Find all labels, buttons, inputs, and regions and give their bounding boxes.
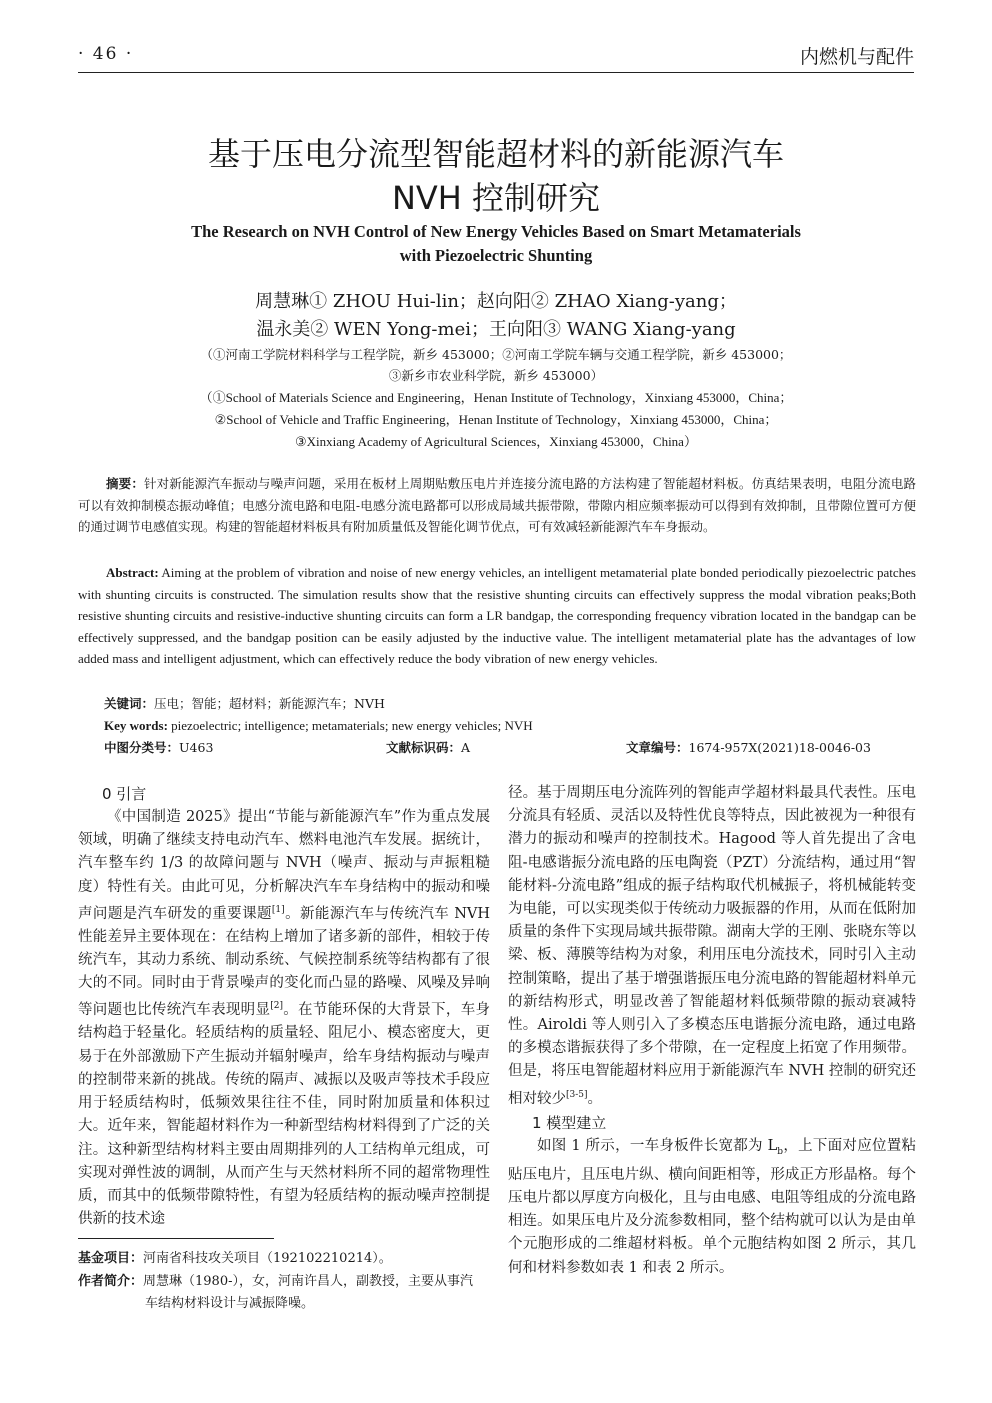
intro-paragraph: 《中国制造 2025》提出“节能与新能源汽车”作为重点发展领域，明确了继续支持电动汽车、燃料电池汽车发展。据统计，汽车整车约 1/3 的故障问题与 NVH（噪声、振动与声振粗糙度）特性有关。由此可见，分析解决汽车车身结构中的振动和噪声问题是汽车研发的重要课题[1]。新能源汽车与传统汽车 NVH 性能差异主要体现在：在结构上增加了诸多新的部件，相较于传统汽车，其动力系统、制动系统、气候控制系统等结构都有了很大的不同。同时由于背景噪声的变化而凸显的路噪、风噪及异响等问题也比传统汽车表现明显[2]。在节能环保的大背景下，车身结构趋于轻量化。轻质结构的质量轻、阻尼小、模态密度大，更易于在外部激励下产生振动并辐射噪声，给车身结构振动与噪声的控制带来新的挑战。传统的隔声、减振以及吸声等技术手段应用于轻质结构时，低频效果往往不佳，同时附加质量和体积过大。近年来，智能超材料作为一种新型结构材料得到了广泛的关注。这种新型结构材料主要由周期排列的人工结构单元组成，可实现对弹性波的调制，从而产生与天然材料所不同的超常物理性质，而其中的低频带隙特性，有望为轻质结构的振动噪声控制提供新的技术途 <box>78 809 491 1228</box>
abstract-en-text: Aiming at the problem of vibration and noise of new energy vehicles, an intelligent metamaterial plate bonded periodically piezoelectric patches with shunting circuits is constructed. The simulation results show that the resistive shunting circuits can effectively suppress the modal vibration peaks;Both resistive shunting circuits and resistive-inductive shunting circuits can form a LR bandgap, the corresponding frequency vibration located in the bandgap can be effectively suppressed, and the bandgap position can be easily adjusted by the inductive value. The intelligent metamaterial plate has the advantages of low added mass and intelligent adjustment, which can effectively reduce the body vibration of new energy vehicles. <box>78 565 916 666</box>
document-code <box>386 737 470 758</box>
keywords-cn <box>104 693 385 714</box>
affiliation-en-line3: ③Xinxiang Academy of Agricultural Sciences，Xinxiang 453000，China） <box>295 434 697 449</box>
journal-name: 内燃机与配件 <box>799 46 914 68</box>
authors-line1: 周慧琳① ZHOU Hui-lin；赵向阳② ZHAO Xiang-yang； <box>255 291 737 312</box>
author-footnote <box>78 1271 490 1292</box>
title-en-line2: with Piezoelectric Shunting <box>399 246 593 265</box>
body-left-column <box>78 782 490 1231</box>
clc-number <box>104 737 213 758</box>
keywords-en <box>104 715 533 736</box>
author-label: 作者简介： <box>78 1274 144 1289</box>
abstract-cn-label: 摘要： <box>106 476 144 491</box>
ref-2: [2] <box>270 1001 283 1012</box>
authors-line2: 温永美② WEN Yong-mei；王向阳③ WANG Xiang-yang <box>256 319 736 340</box>
footnote-rule <box>78 1238 274 1239</box>
intro-paragraph-continued: 径。基于周期压电分流阵列的智能声学超材料最具代表性。压电分流具有轻质、灵活以及特性优良等特点，因此被视为一种很有潜力的振动和噪声的控制技术。Hagood 等人首先提出了含电阻-电感谐振分流电路的压电陶瓷（PZT）分流结构，通过用“智能材料-分流电路”组成的振子结构取代机械振子，将机械能转变为电能，可以实现类似于传统动力吸振器的作用，从而在低附加质量的条件下实现局域共振带隙。湖南大学的王刚、张晓东等以梁、板、薄膜等结构为对象，利用压电分流技术，同时引入主动控制策略，提出了基于增强谐振压电分流电路的智能超材料单元的新结构形式，明显改善了智能超材料低频带隙的振动衰减特性。Airoldi 等人则引入了多模态压电谐振分流电路，通过电路的多模态谐振获得了多个带隙，在一定程度上拓宽了作用频带。但是，将压电智能超材料应用于新能源汽车 NVH 控制的研究还相对较少[3-5]。 <box>508 785 916 1107</box>
title-en-line1: The Research on NVH Control of New Energy Vehicles Based on Smart Metamaterials <box>191 222 801 241</box>
header-rule <box>78 72 914 73</box>
article-label: 文章编号： <box>626 740 689 755</box>
doc-value: A <box>461 740 471 755</box>
abstract-en <box>78 562 916 670</box>
model-paragraph: 如图 1 所示，一车身板件长宽都为 $L_b$，上下面对应位置粘贴压电片，且压电片纵、横向间距相等，形成正方形晶格。每个压电片都以厚度方向极化，且与由电感、电阻等组成的分流电路相连。如果压电片及分流参数相同，整个结构就可以认为是由单个元胞形成的二维超材料板。单个元胞结构如图 2 所示，其几何和材料参数如表 1 和表 2 所示。 <box>508 1137 917 1276</box>
body-right-column <box>508 782 916 1280</box>
author-footnote-cont <box>145 1293 490 1314</box>
title-cn-line2: NVH 控制研究 <box>391 179 601 217</box>
abstract-cn-text: 针对新能源汽车振动与噪声问题，采用在板材上周期贴敷压电片并连接分流电路的方法构建了智能超材料板。仿真结果表明，电阻分流电路可以有效抑制模态振动峰值；电感分流电路和电阻-电感分流电路都可以形成局域共振带隙，带隙内相应频率振动可以得到有效抑制，且带隙位置可方便的通过调节电感值实现。构建的智能超材料板具有附加质量低及智能化调节优点，可有效减轻新能源汽车车身振动。 <box>78 476 916 534</box>
fund-text: 河南省科技攻关项目（192102210214）。 <box>143 1251 392 1266</box>
subscript-b: b <box>777 1146 784 1157</box>
section-0-title: 0 引言 <box>102 785 147 803</box>
keywords-en-label: Key words: <box>104 718 168 733</box>
keywords-en-text: piezoelectric; intelligence; metamaterials; new energy vehicles; NVH <box>167 718 533 733</box>
author-text-1: 周慧琳（1980-），女，河南许昌人，副教授，主要从事汽 <box>143 1274 473 1289</box>
keywords-cn-text: 压电；智能；超材料；新能源汽车；NVH <box>154 696 385 711</box>
clc-label: 中图分类号： <box>104 740 180 755</box>
affiliation-en-line2: ②School of Vehicle and Traffic Engineering，Henan Institute of Technology，Xinxiang 453000，China； <box>214 412 778 427</box>
doc-label: 文献标识码： <box>386 740 462 755</box>
ref-3-5: [3-5] <box>566 1089 588 1100</box>
author-text-2: 车结构材料设计与减振降噪。 <box>145 1296 315 1311</box>
ref-1: [1] <box>271 904 285 915</box>
keywords-cn-label: 关键词： <box>104 696 155 711</box>
page-number: · 46 · <box>78 44 134 64</box>
article-number <box>626 737 871 758</box>
affiliation-en-line1: （①School of Materials Science and Engineering，Henan Institute of Technology，Xinxiang 453000，China； <box>199 390 793 405</box>
title-cn-line1: 基于压电分流型智能超材料的新能源汽车 <box>207 135 784 173</box>
clc-value: U463 <box>179 740 214 755</box>
abstract-cn <box>78 473 916 538</box>
affiliation-cn-line2: ③新乡市农业科学院，新乡 453000） <box>388 368 604 383</box>
fund-footnote <box>78 1248 490 1269</box>
article-value: 1674-957X(2021)18-0046-03 <box>688 740 871 755</box>
fund-label: 基金项目： <box>78 1251 144 1266</box>
affiliation-cn-line1: （①河南工学院材料科学与工程学院，新乡 453000；②河南工学院车辆与交通工程学院，新乡 453000； <box>200 347 792 362</box>
section-1-title: 1 模型建立 <box>532 1113 607 1132</box>
abstract-en-label: Abstract: <box>106 565 159 580</box>
